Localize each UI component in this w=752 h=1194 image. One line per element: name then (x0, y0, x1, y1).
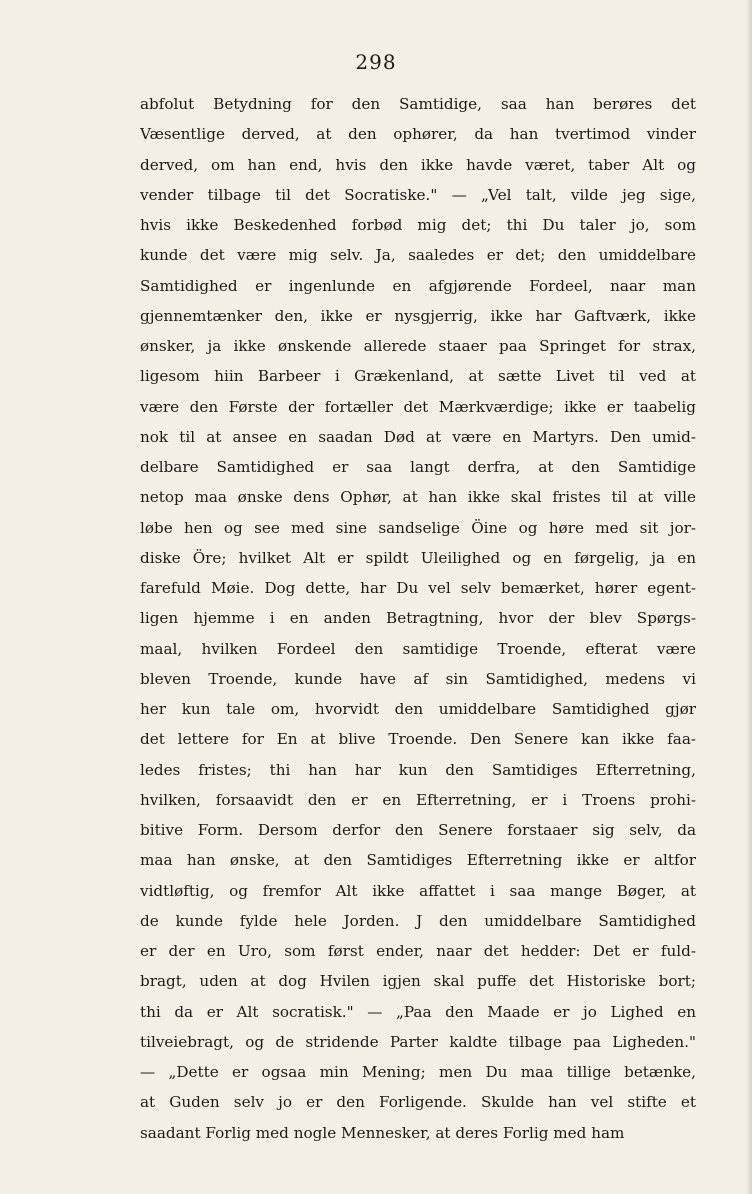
text-line: kunde det være mig selv. Ja, saaledes er det; den umiddelbare (140, 246, 696, 265)
text-line: — „Dette er ogsaa min Mening; men Du maa tillige betænke, (140, 1063, 696, 1081)
body-text (140, 89, 696, 1148)
text-line: bragt, uden at dog Hvilen igjen skal puffe det Historiske bort; (140, 972, 696, 991)
text-line: thi da er Alt socratisk." — „Paa den Maade er jo Lighed en (140, 1002, 696, 1021)
text-line: vidtløftig, og fremfor Alt ikke affattet i saa mange Bøger, at (140, 881, 696, 900)
text-line: ligen hjemme i en anden Betragtning, hvor der blev Spørgs- (140, 609, 696, 628)
text-line: løbe hen og see med sine sandselige Öine og høre med sit jor- (140, 518, 696, 537)
text-line: gjennemtænker den, ikke er nysgjerrig, ikke har Gaftværk, ikke (140, 306, 696, 325)
text-line: saadant Forlig med nogle Mennesker, at deres Forlig med ham (140, 1123, 625, 1142)
text-line: diske Öre; hvilket Alt er spildt Uleilighed og en førgelig, ja en (140, 548, 696, 567)
text-line: bleven Troende, kunde have af sin Samtidighed, medens vi (140, 669, 696, 688)
text-line: ligesom hiin Barbeer i Grækenland, at sætte Livet til ved at (140, 367, 696, 386)
text-line: vender tilbage til det Socratiske." — „Vel talt, vilde jeg sige, (140, 185, 696, 204)
text-line: det lettere for En at blive Troende. Den Senere kan ikke faa- (140, 730, 696, 749)
text-line: netop maa ønske dens Ophør, at han ikke skal fristes til at ville (140, 488, 696, 507)
text-line: de kunde fylde hele Jorden. J den umiddelbare Samtidighed (140, 911, 696, 930)
text-line: nok til at ansee en saadan Død at være en Martyrs. Den umid- (140, 427, 696, 446)
text-line: maa han ønske, at den Samtidiges Efterretning ikke er altfor (140, 851, 696, 870)
text-line: Samtidighed er ingenlunde en afgjørende Fordeel, naar man (140, 276, 696, 295)
text-line: ønsker, ja ikke ønskende allerede staaer paa Springet for strax, (140, 337, 696, 355)
text-line: delbare Samtidighed er saa langt derfra, at den Samtidige (140, 458, 696, 476)
text-line: hvis ikke Beskedenhed forbød mig det; thi Du taler jo, som (140, 216, 696, 234)
text-line: er der en Uro, som først ender, naar det hedder: Det er fuld- (140, 942, 696, 960)
text-line: bitive Form. Dersom derfor den Senere forstaaer sig selv, da (140, 821, 696, 839)
text-line: være den Første der fortæller det Mærkværdige; ikke er taabelig (140, 397, 696, 416)
text-line: tilveiebragt, og de stridende Parter kaldte tilbage paa Ligheden." (140, 1032, 696, 1051)
text-line: hvilken, forsaavidt den er en Efterretning, er i Troens prohi- (140, 790, 696, 809)
text-line: maal, hvilken Fordeel den samtidige Troende, efterat være (140, 639, 696, 658)
text-line: derved, om han end, hvis den ikke havde været, taber Alt og (140, 155, 696, 174)
page-edge-shadow (746, 0, 752, 1194)
page-number: 298 (355, 50, 397, 74)
text-line: Væsentlige derved, at den ophører, da han tvertimod vinder (140, 125, 696, 144)
text-line: farefuld Møie. Dog dette, har Du vel selv bemærket, hører egent- (140, 579, 696, 597)
text-line: at Guden selv jo er den Forligende. Skulde han vel stifte et (140, 1093, 696, 1112)
text-line: her kun tale om, hvorvidt den umiddelbare Samtidighed gjør (140, 700, 696, 718)
text-line: abfolut Betydning for den Samtidige, saa han berøres det (140, 95, 696, 113)
text-line: ledes fristes; thi han har kun den Samtidiges Efterretning, (140, 760, 696, 779)
